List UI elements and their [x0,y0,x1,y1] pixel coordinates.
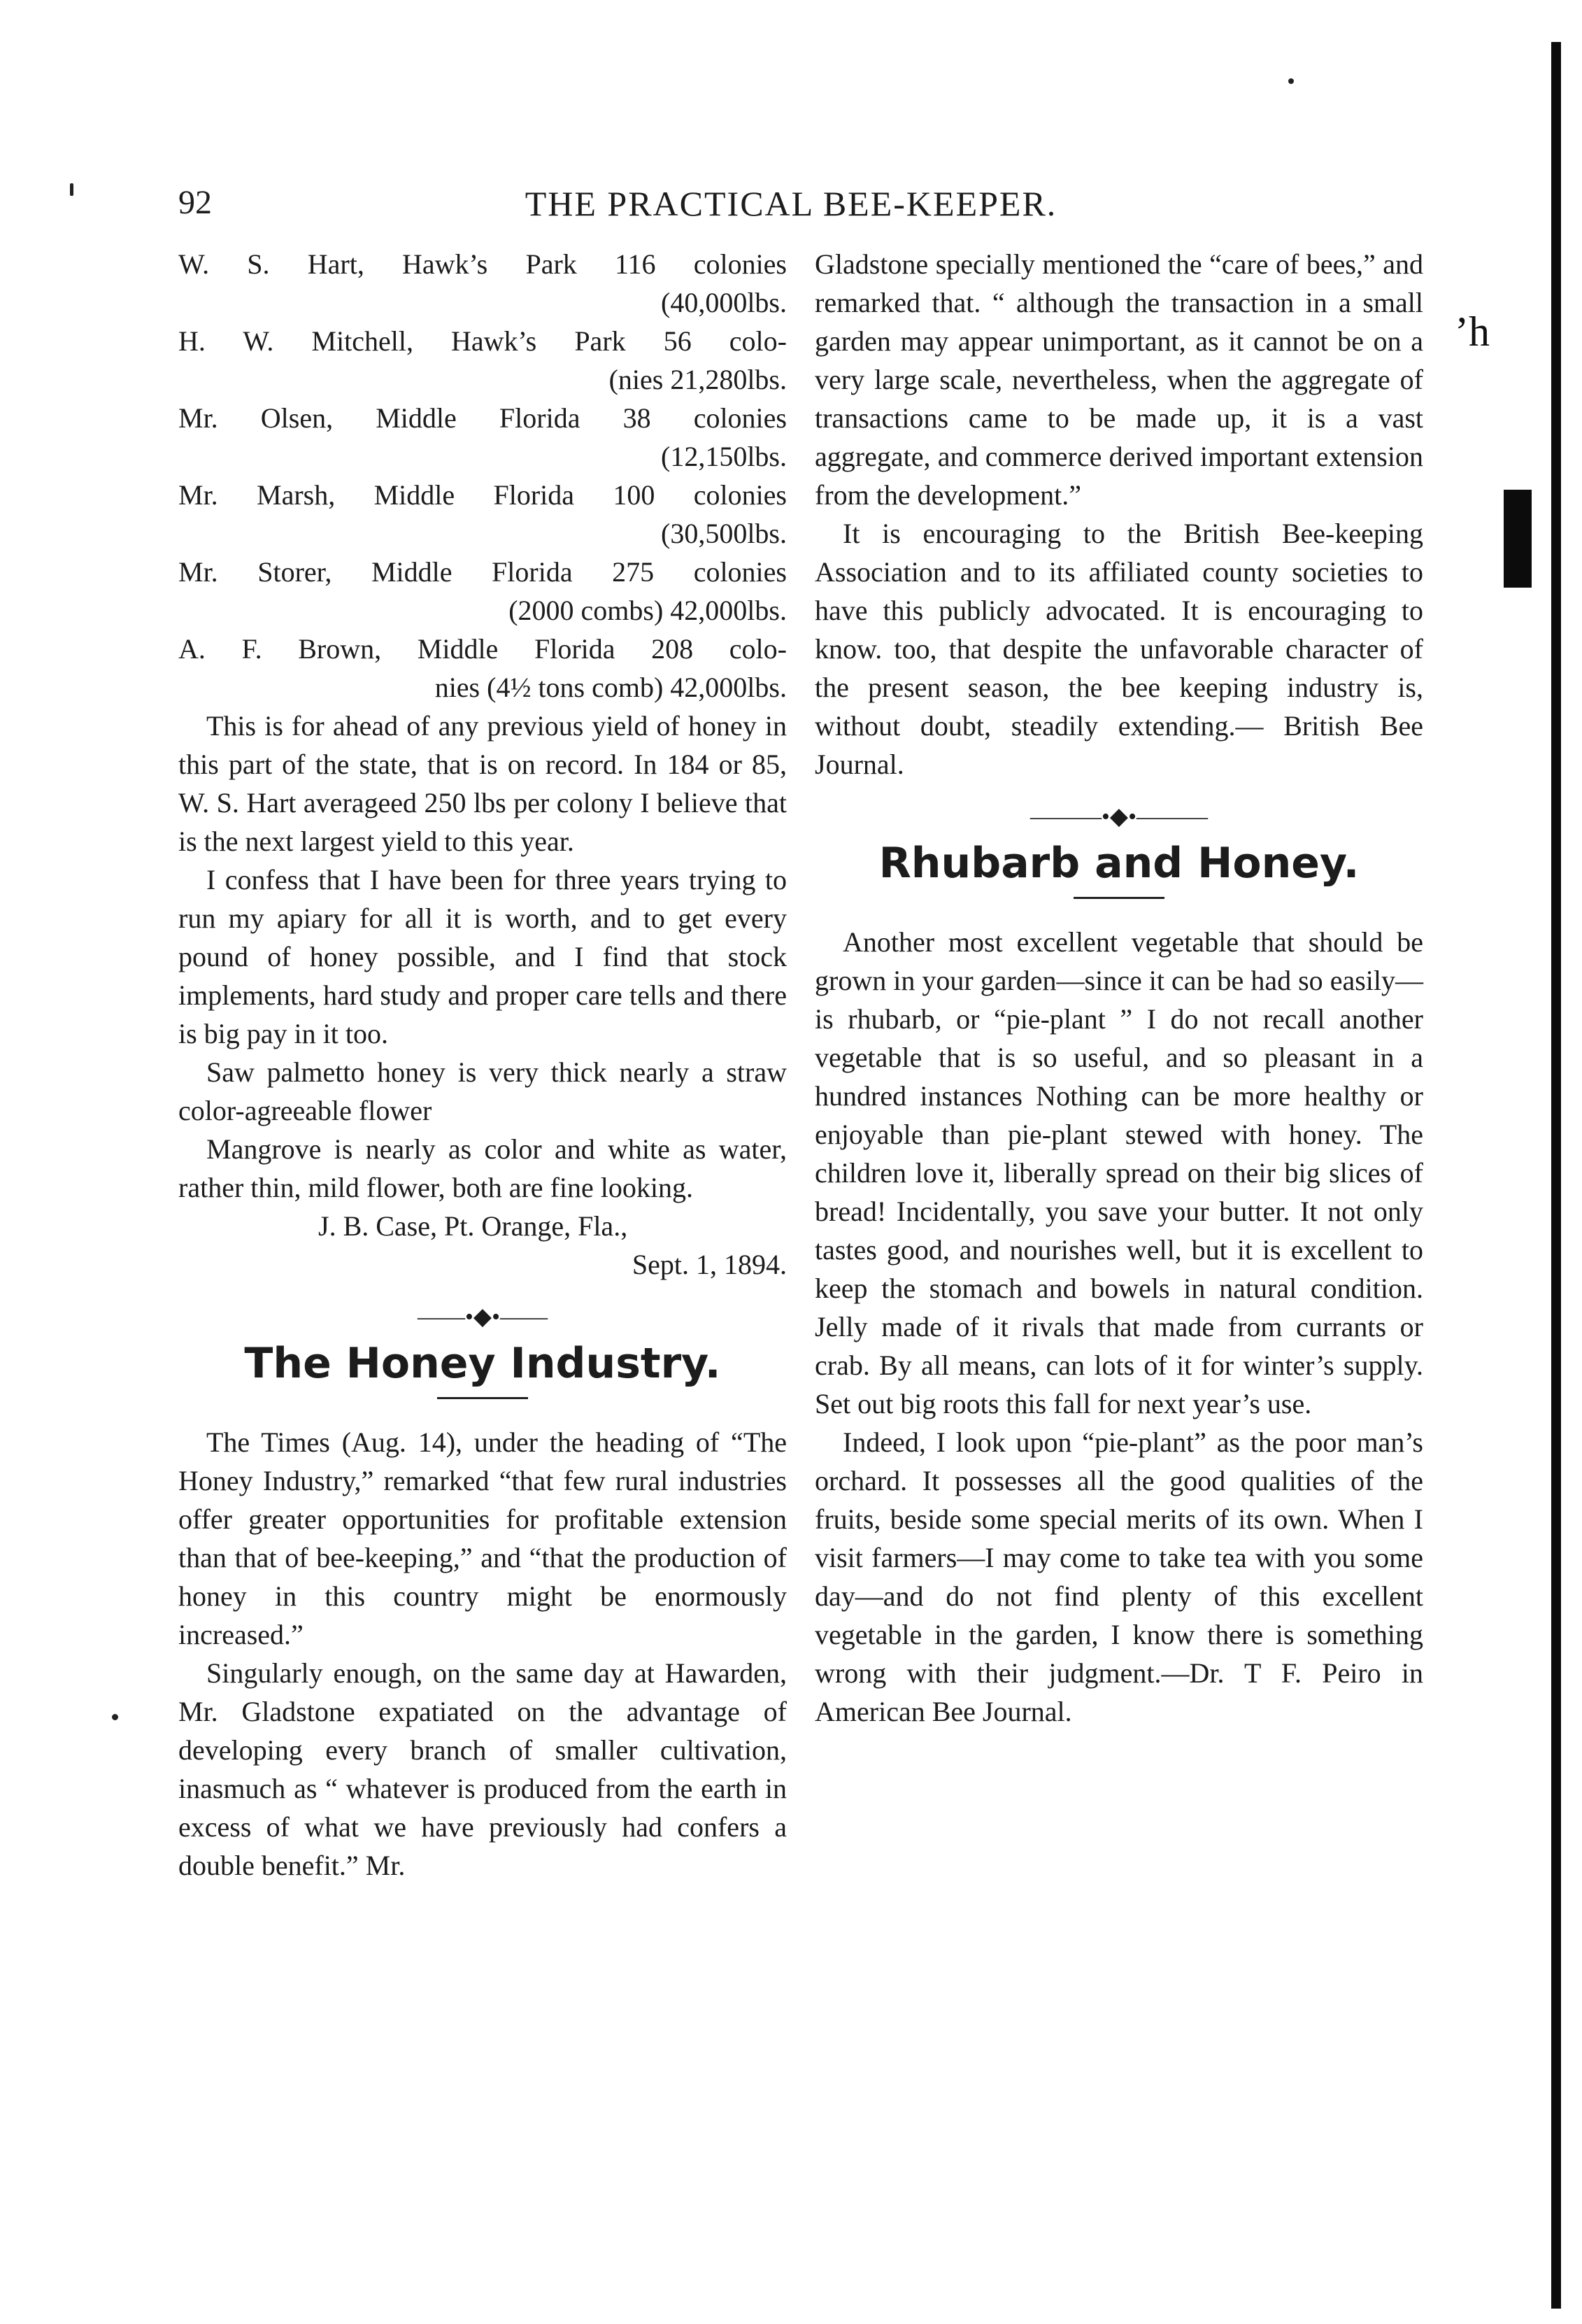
signature-name: J. B. Case, Pt. Orange, Fla., [318,1210,628,1242]
entry-yield: (30,500lbs. [661,518,787,549]
article-title: Rhubarb and Honey. [878,839,1360,888]
article-title: The Honey Industry. [244,1339,721,1388]
report-entry [178,399,787,476]
entry-text: Mr. Olsen, Middle Florida 38 colonies [178,402,787,434]
entry-text: W. S. Hart, Hawk’s Park 116 colonies [178,248,787,280]
paragraph: It is encouraging to the British Bee-keeping Association and to its affiliated county societies to have this publicly advocated. It is encouraging to know. too, that despite the unfavorable character of the present season, the bee keeping industry is, without doubt, steadily extending.— British Bee Journal. [815,518,1423,780]
paragraph: Saw palmetto honey is very thick nearly a straw color-agreeable flower [178,1056,787,1126]
speck [1288,78,1294,84]
paragraph: I confess that I have been for three years trying to run my apiary for all it is worth, and to get every pound of honey possible, and I find that stock implements, hard study and proper care tells and there is big pay in it too. [178,864,787,1049]
paragraph: Gladstone specially mentioned the “care of bees,” and remarked that. “ although the transaction in a small garden may appear unimportant, as it cannot be on a very large scale, nevertheless, when the aggregate of transactions came to be made up, it is a vast aggregate, and commerce derived important extension from the development.” [815,248,1423,511]
entry-text: H. W. Mitchell, Hawk’s Park 56 colo- [178,325,787,357]
report-entry [178,553,787,630]
paragraph: Mangrove is nearly as color and white as water, rather thin, mild flower, both are fine looking. [178,1133,787,1203]
paragraph: Another most excellent vegetable that should be grown in your garden—since it can be had so easily—is rhubarb, or “pie-plant ” I do not recall another vegetable that is so useful, and so pleasant in a hundred instances Nothing can be more healthy or enjoyable than pie-plant stewed with honey. The children love it, liberally spread on their big slices of bread! Incidentally, you save your butter. It not only tastes good, and nourishes well, but it is excellent to keep the stomach and bowels in natural condition. Jelly made of it rivals that made from currants or crab. By all means, can lots of it for winter’s supply. Set out big roots this fall for next year’s use. [815,926,1423,1419]
report-entry [178,245,787,322]
title-underline-rule [437,1397,528,1399]
paragraph: The Times (Aug. 14), under the heading of “The Honey Industry,” remarked “that few rural industries offer greater opportunities for profitable extension than that of bee-keeping,” and “that the production of honey in this country might be enormously increased.” [178,1426,787,1650]
margin-scribble: ʼh [1455,309,1490,355]
scan-edge-shadow [1551,42,1561,2309]
entry-yield: (12,150lbs. [661,441,787,472]
paragraph: Indeed, I look upon “pie-plant” as the poor man’s orchard. It possesses all the good qualities of the fruits, beside some special merits of its own. When I visit farmers—I may come to take tea with you some day—and do not find plenty of this excellent vegetable in the garden, I know there is something wrong with their judgment.—Dr. T F. Peiro in American Bee Journal. [815,1426,1423,1727]
section-divider-ornament: ——•◆•—— [418,1304,548,1330]
paragraph: Singularly enough, on the same day at Hawarden, Mr. Gladstone expatiated on the advantage of developing every branch of smaller cultivation, inasmuch as “ whatever is produced from the earth in excess of what we have previously had confers a double benefit.” Mr. [178,1657,787,1881]
entry-text: A. F. Brown, Middle Florida 208 colo- [178,633,787,665]
entry-text: Mr. Marsh, Middle Florida 100 colonies [178,479,787,511]
signature-date: Sept. 1, 1894. [632,1249,787,1280]
section-divider-ornament: ———•◆•——— [1030,804,1208,830]
speck [112,1714,118,1720]
paragraph: This is for ahead of any previous yield of honey in this part of the state, that is on record. In 184 or 85, W. S. Hart averageed 250 lbs per colony I believe that is the next largest yield to this year. [178,710,787,857]
entry-yield: (nies 21,280lbs. [608,364,787,395]
entry-yield: nies (4½ tons comb) 42,000lbs. [434,672,787,703]
page-number: 92 [178,184,212,221]
entry-yield: (40,000lbs. [661,287,787,318]
entry-text: Mr. Storer, Middle Florida 275 colonies [178,556,787,588]
title-underline-rule [1074,897,1164,899]
report-entry [178,322,787,399]
running-title: THE PRACTICAL BEE-KEEPER. [525,184,1057,223]
right-column [815,245,1423,1731]
scan-edge-notch [1504,490,1532,588]
left-column [178,245,787,1885]
report-entry [178,476,787,553]
entry-yield: (2000 combs) 42,000lbs. [508,595,787,626]
letter-signature [178,1207,787,1284]
report-entry [178,630,787,707]
